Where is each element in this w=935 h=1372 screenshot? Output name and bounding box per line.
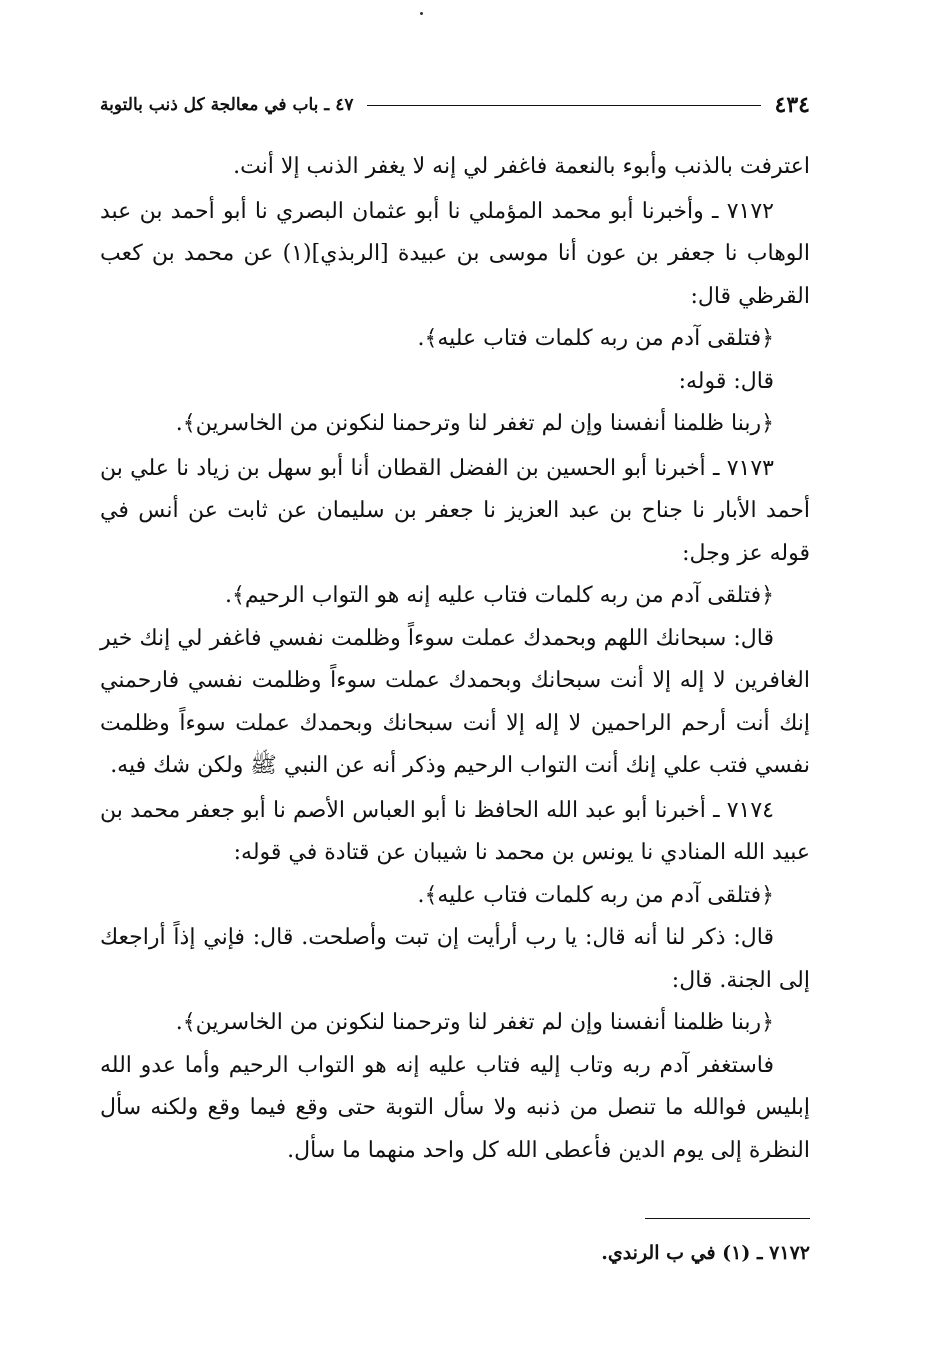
hadith-7172: ٧١٧٢ ـ وأخبرنا أبو محمد المؤملي نا أبو عثمان البصري نا أبو أحمد بن عبد الوهاب نا جعفر بن عون أنا موسى بن عبيدة [الربذي](١) عن محمد بن كعب القرظي قال:	[100, 198, 810, 309]
page-mark	[420, 12, 423, 15]
paragraph: فاستغفر آدم ربه وتاب إليه فتاب عليه إنه هو التواب الرحيم وأما عدو الله إبليس فوالله ما تنصل من ذنبه ولا سأل التوبة حتى وقع فيما وقع ولكنه سأل النظرة إلى يوم الدين فأعطى الله كل واحد منهما ما سأل.	[100, 1052, 810, 1163]
quran-verse: ﴿ربنا ظلمنا أنفسنا وإن لم تغفر لنا وترحمنا لنكونن من الخاسرين﴾.	[175, 1010, 774, 1035]
header-rule	[367, 105, 760, 106]
paragraph: قال: قوله:	[678, 368, 774, 394]
paragraph: قال: ذكر لنا أنه قال: يا رب أرأيت إن تبت وأصلحت. قال: فإني إذاً أراجعك إلى الجنة. قال:	[100, 925, 810, 993]
quran-verse: ﴿فتلقى آدم من ربه كلمات فتاب عليه﴾.	[417, 326, 774, 351]
footnote-rule	[645, 1218, 810, 1219]
footnote: ٧١٧٢ ـ (١) في ب الرندي.	[601, 1242, 810, 1264]
quran-verse: ﴿فتلقى آدم من ربه كلمات فتاب عليه إنه هو التواب الرحيم﴾.	[225, 583, 774, 608]
hadith-7174: ٧١٧٤ ـ أخبرنا أبو عبد الله الحافظ نا أبو العباس الأصم نا أبو جعفر محمد بن عبيد الله المنادي نا يونس بن محمد نا شيبان عن قتادة في قوله:	[100, 797, 810, 865]
quran-verse: ﴿فتلقى آدم من ربه كلمات فتاب عليه﴾.	[417, 882, 774, 908]
running-header	[100, 90, 810, 120]
page-number: ٤٣٤	[774, 92, 810, 118]
chapter-title: ٤٧ ـ باب في معالجة كل ذنب بالتوبة	[100, 95, 354, 115]
paragraph: اعترفت بالذنب وأبوء بالنعمة فاغفر لي إنه لا يغفر الذنب إلا أنت.	[233, 154, 810, 179]
hadith-7173: ٧١٧٣ ـ أخبرنا أبو الحسين بن الفضل القطان أنا أبو سهل بن زياد نا علي بن أحمد الأبار نا جناح بن عبد العزيز نا جعفر بن سليمان عن ثابت عن أنس في قوله عز وجل:	[100, 455, 810, 566]
paragraph: قال: سبحانك اللهم وبحمدك عملت سوءاً وظلمت نفسي فاغفر لي إنك خير الغافرين لا إله إلا أنت سبحانك وبحمدك عملت سوءاً وظلمت نفسي فارحمني إنك أنت أرحم الراحمين لا إله إلا أنت سبحانك وبحمدك عملت سوءاً وظلمت نفسي فتب علي إنك أنت التواب الرحيم وذكر أنه عن النبي ﷺ ولكن شك فيه.	[100, 625, 810, 778]
main-text	[100, 146, 810, 1172]
quran-verse: ﴿ربنا ظلمنا أنفسنا وإن لم تغفر لنا وترحمنا لنكونن من الخاسرين﴾.	[175, 411, 774, 436]
